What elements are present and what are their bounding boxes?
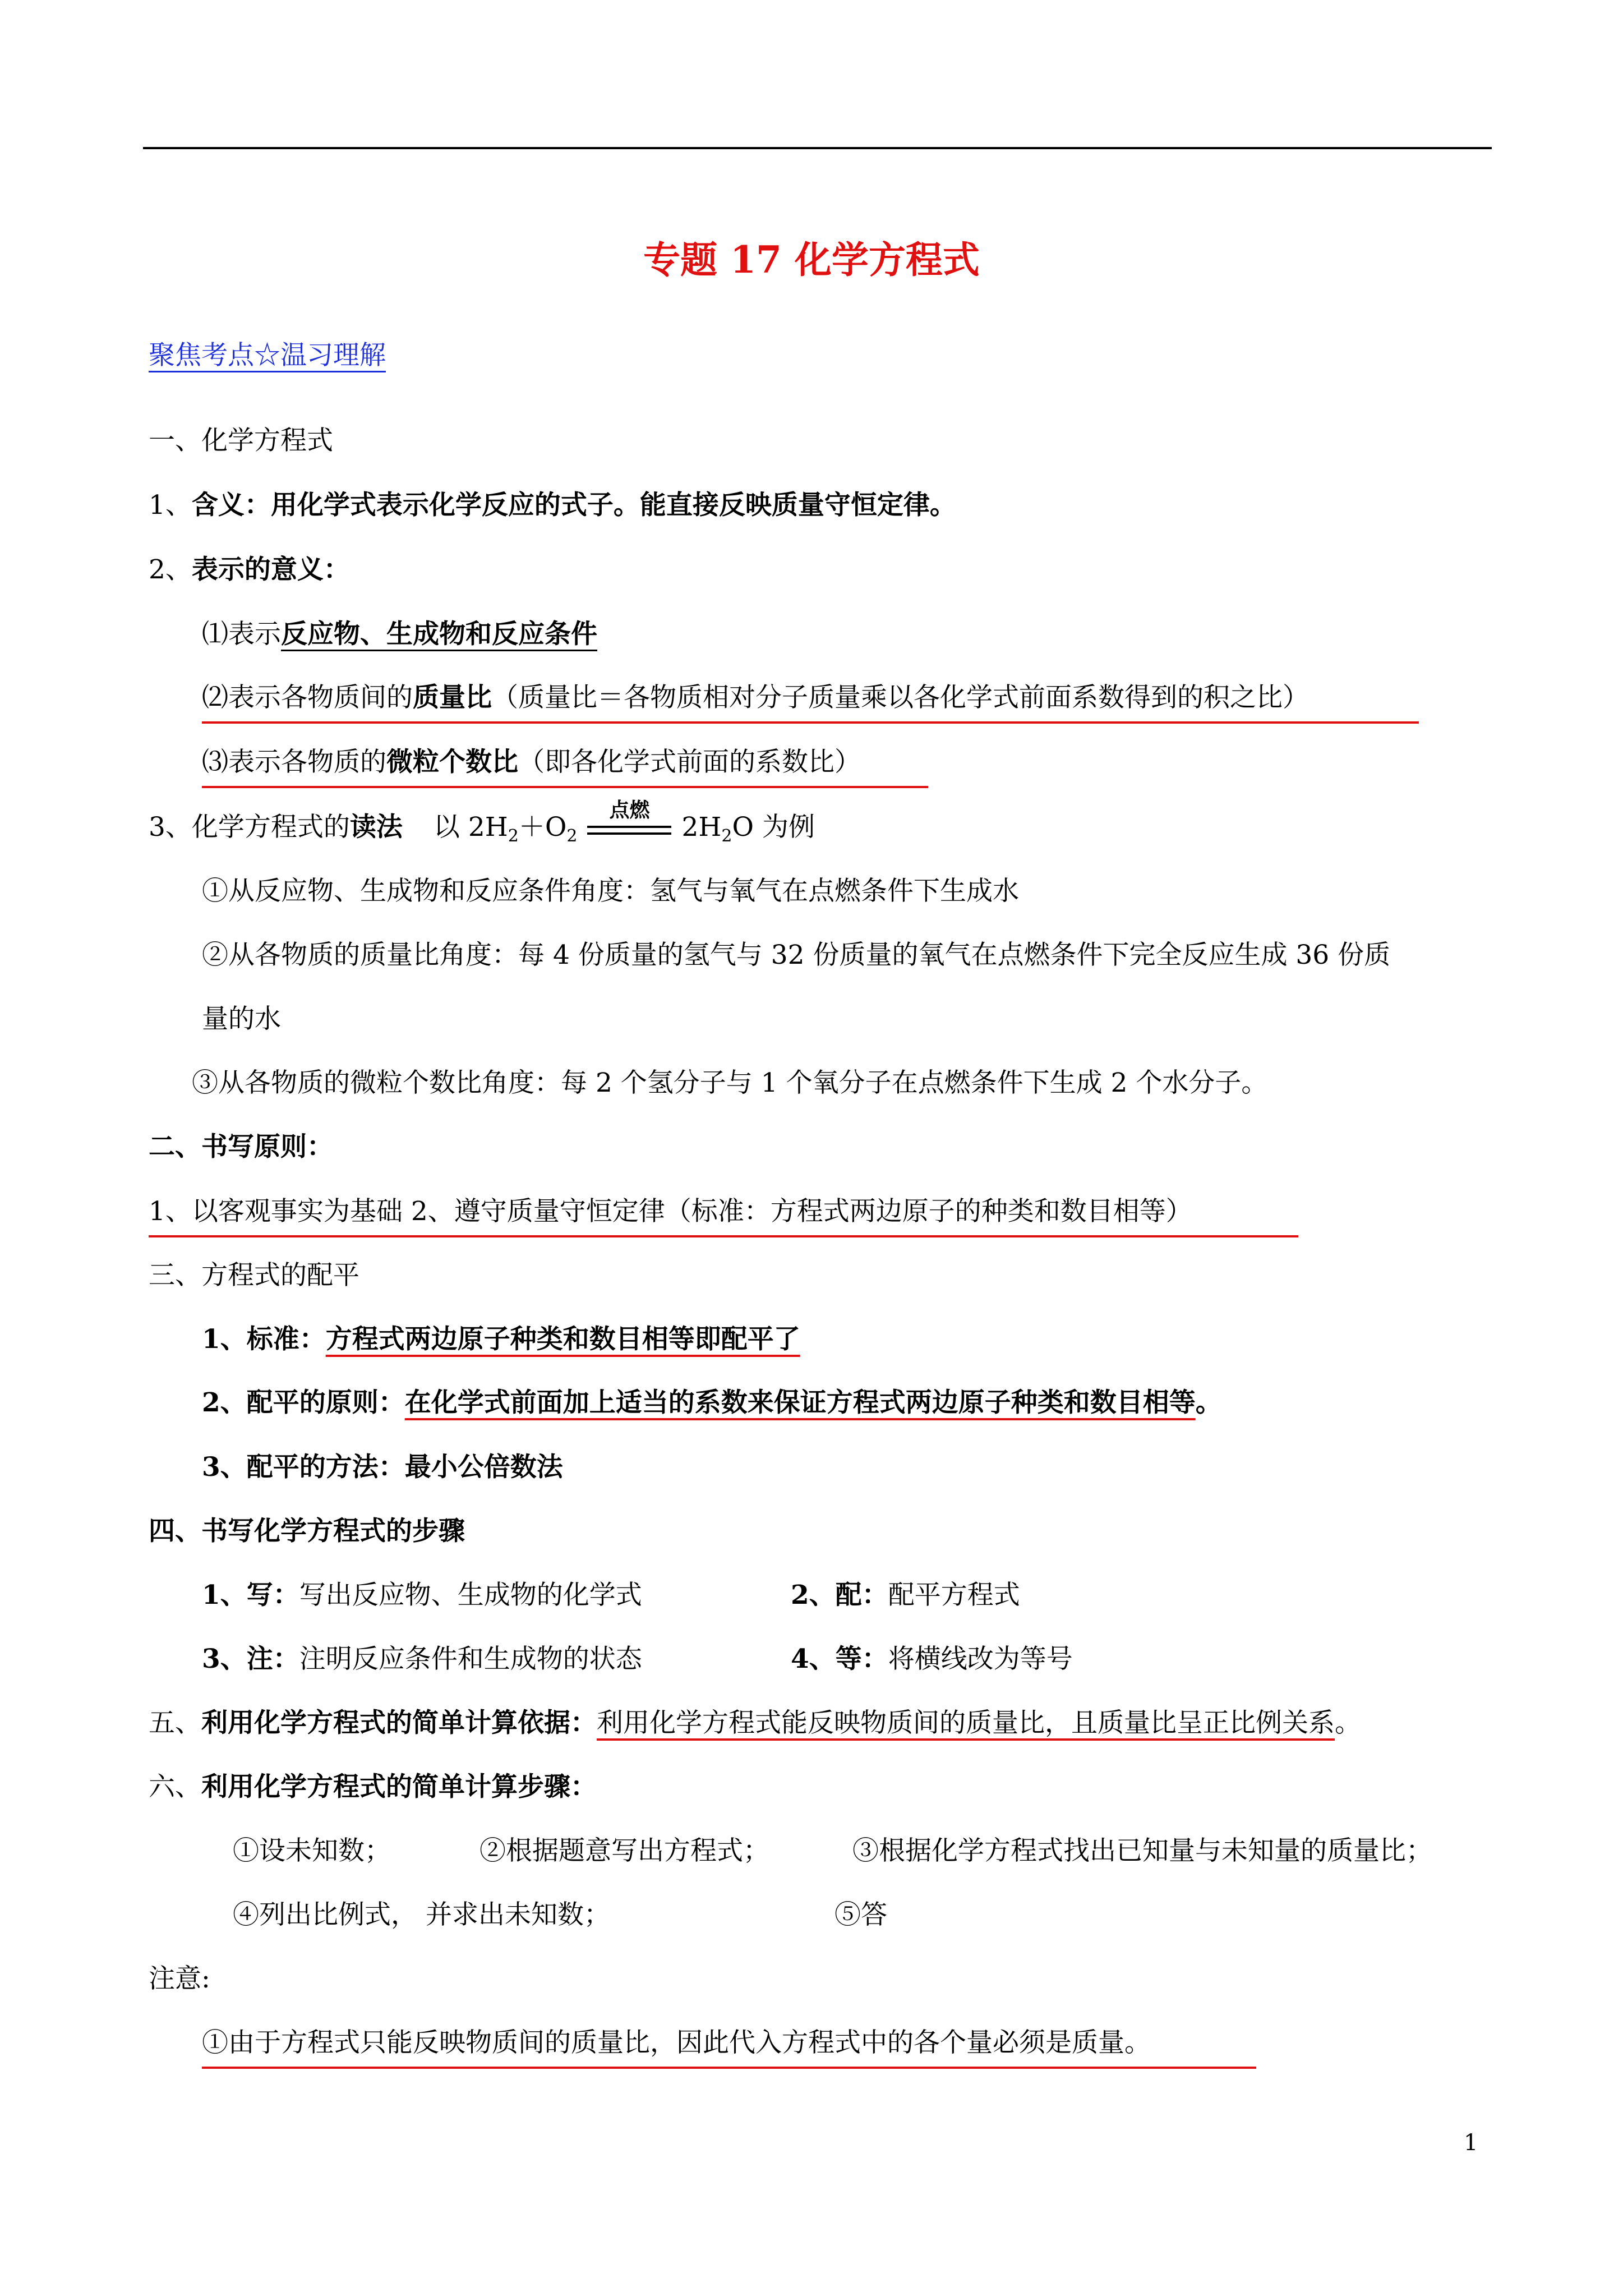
section-6-paragraph	[149, 1770, 597, 1805]
step-balance-text: 配平方程式	[888, 1580, 1020, 1611]
step-note-label: 3、注：	[202, 1644, 299, 1674]
balancing-principle-period: 。	[1195, 1387, 1222, 1418]
step-equal-text: 将横线改为等号	[888, 1644, 1073, 1674]
o2-subscript: 2	[566, 826, 578, 846]
step-write-label: 1、写：	[202, 1580, 299, 1611]
writing-principles: 1、以客观事实为基础 2、遵守质量守恒定律（标准：方程式两边原子的种类和数目相等）	[149, 1196, 1192, 1227]
reaction-condition-sign	[587, 798, 671, 840]
reading-item-1: ①从反应物、生成物和反应条件角度：氢气与氧气在点燃条件下生成水	[202, 876, 1019, 907]
reading-item-2-continued: 量的水	[202, 1004, 281, 1034]
meaning-item-2-bold: 质量比	[413, 682, 492, 713]
balancing-standard	[202, 1322, 800, 1357]
significance-number: 2、	[149, 554, 192, 585]
step-equal	[791, 1642, 1073, 1677]
reading-item-3: ③从各物质的微粒个数比角度：每 2 个氢分子与 1 个氧分子在点燃条件下生成 2 个水分子。	[192, 1068, 1268, 1098]
reading-prefix: 3、化学方程式的	[149, 812, 350, 843]
meaning-item-3	[202, 745, 861, 780]
meaning-item-3-bold: 微粒个数比	[386, 747, 518, 777]
note-item-1-underline	[202, 2067, 1256, 2069]
meaning-paragraph	[149, 488, 956, 523]
meaning-item-1-bold: 反应物、生成物和反应条件	[281, 619, 597, 650]
meaning-item-2-underline	[202, 721, 1419, 724]
meaning-item-2-suffix: （质量比＝各物质相对分子质量乘以各化学式前面系数得到的积之比）	[492, 682, 1309, 713]
significance-paragraph	[149, 553, 350, 587]
step-note	[202, 1642, 642, 1677]
page-title: 专题 17 化学方程式	[643, 238, 980, 282]
section-3-heading: 三、方程式的配平	[149, 1260, 359, 1291]
section-4-heading: 四、书写化学方程式的步骤	[149, 1516, 465, 1547]
section-5-paragraph	[149, 1706, 1361, 1741]
focus-link-row	[149, 338, 386, 373]
meaning-item-2	[202, 680, 1309, 715]
step-note-text: 注明反应条件和生成物的状态	[299, 1644, 642, 1674]
balancing-standard-text: 方程式两边原子种类和数目相等即配平了	[325, 1324, 800, 1355]
equation-tail: O 为例	[732, 812, 815, 843]
section-5-period: 。	[1335, 1708, 1361, 1738]
section-5-heading: 利用化学方程式的简单计算依据：	[201, 1708, 597, 1738]
meaning-item-3-prefix: ⑶表示各物质的	[202, 747, 386, 777]
section-2-heading: 二、书写原则：	[149, 1131, 333, 1162]
balancing-principle	[202, 1386, 1222, 1420]
balancing-principle-text: 在化学式前面加上适当的系数来保证方程式两边原子种类和数目相等	[404, 1387, 1196, 1418]
calc-step-3: ③根据化学方程式找出已知量与未知量的质量比；	[852, 1835, 1432, 1866]
reading-item-2: ②从各物质的质量比角度：每 4 份质量的氢气与 32 份质量的氧气在点燃条件下完全反应生成 36 份质	[202, 940, 1391, 970]
step-balance-label: 2、配：	[791, 1580, 888, 1611]
note-item-1: ①由于方程式只能反映物质间的质量比，因此代入方程式中的各个量必须是质量。	[202, 2027, 1151, 2058]
significance-label: 表示的意义：	[191, 554, 350, 585]
calc-step-4: ④列出比例式， 并求出未知数；	[233, 1899, 610, 1930]
reading-paragraph	[149, 798, 815, 846]
balancing-method: 3、配平的方法：最小公倍数法	[202, 1452, 563, 1483]
section-5-number: 五、	[149, 1708, 201, 1738]
focus-review-link[interactable]: 聚焦考点☆温习理解	[149, 340, 386, 371]
meaning-item-1	[202, 617, 597, 652]
section-1-heading: 一、化学方程式	[149, 425, 333, 456]
meaning-item-3-suffix: （即各化学式前面的系数比）	[518, 747, 861, 777]
step-write-text: 写出反应物、生成物的化学式	[299, 1580, 642, 1611]
calc-step-2: ②根据题意写出方程式；	[479, 1835, 769, 1866]
section-6-heading: 利用化学方程式的简单计算步骤：	[201, 1772, 597, 1802]
section-5-text: 利用化学方程式能反映物质间的质量比，且质量比呈正比例关系	[597, 1708, 1335, 1738]
h2-subscript: 2	[508, 826, 519, 846]
writing-principles-underline	[149, 1235, 1298, 1237]
balancing-principle-label: 2、配平的原则：	[202, 1387, 405, 1418]
section-6-number: 六、	[149, 1772, 201, 1802]
equation-product: 2H	[681, 812, 722, 843]
note-label: 注意:	[149, 1963, 210, 1994]
header-rule	[143, 147, 1492, 149]
calc-step-1: ①设未知数；	[233, 1835, 391, 1866]
meaning-item-1-prefix: ⑴表示	[202, 619, 281, 650]
meaning-text: 含义：用化学式表示化学反应的式子。能直接反映质量守恒定律。	[191, 490, 956, 521]
equation-reactant-h2: 以 2H	[433, 812, 508, 843]
calc-step-5: ⑤答	[834, 1899, 887, 1930]
h2o-subscript: 2	[721, 826, 732, 846]
step-write	[202, 1578, 642, 1613]
step-equal-label: 4、等：	[791, 1644, 888, 1674]
meaning-item-2-prefix: ⑵表示各物质间的	[202, 682, 413, 713]
balancing-standard-label: 1、标准：	[202, 1324, 326, 1355]
reading-bold: 读法	[349, 812, 403, 843]
step-balance	[791, 1578, 1020, 1613]
reaction-condition: 点燃	[609, 798, 650, 822]
page-number: 1	[1464, 2130, 1478, 2156]
equation-reactant-o2: ＋O	[518, 812, 567, 843]
meaning-number: 1、	[149, 490, 192, 521]
meaning-item-3-underline	[202, 786, 928, 788]
